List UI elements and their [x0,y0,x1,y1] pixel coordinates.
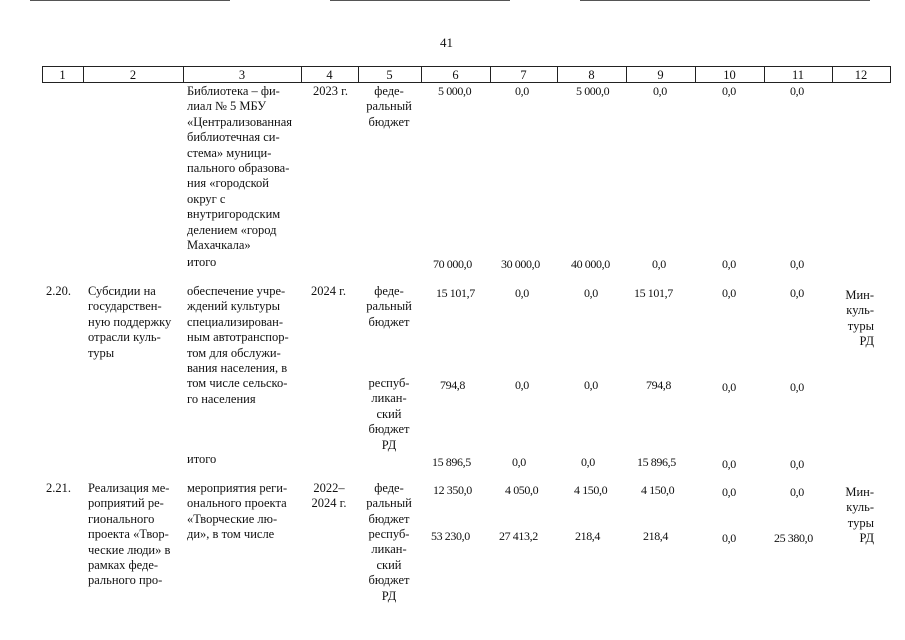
column-header-9: 9 [657,68,664,82]
scan-edge-rule [30,0,230,1]
executor-cell: Мин- куль- туры РД [845,485,874,546]
value-cell: 5 000,0 [438,84,472,98]
value-cell: 794,8 [440,378,466,392]
value-cell: 794,8 [646,378,672,392]
funding-source-cell: респуб- ликан- ский бюджет РД [368,376,410,452]
funding-source-cell: феде- ральный бюджет [366,284,412,329]
value-cell: 12 350,0 [433,483,472,497]
scan-edge-rule [580,0,870,1]
executor-cell: Мин- куль- туры РД [845,288,874,349]
value-cell: 4 150,0 [641,483,675,497]
item-number: 2.21. [46,481,71,495]
value-cell: 0,0 [790,380,804,394]
value-cell: 0,0 [790,84,804,98]
value-cell: 15 896,5 [432,455,471,469]
value-cell: 0,0 [584,286,598,300]
year-cell: 2023 г. [313,84,348,98]
object-cell: обеспечение учре- ждений культуры специализирован- ным автотранспор- том для обслужи- вания населения, в том числе сельско- го населения [187,284,289,406]
column-header-7: 7 [520,68,527,82]
object-cell: Библиотека – фи- лиал № 5 МБУ «Централизованная библиотечная си- стема» муници- пального образова- ния «городской округ с внутригородским делением «город Махачкала» [187,84,293,253]
column-header-2: 2 [129,68,137,82]
value-cell: 15 101,7 [634,286,673,300]
value-cell: 0,0 [722,286,736,300]
value-cell: 15 896,5 [637,455,676,469]
value-cell: 0,0 [790,485,804,499]
value-cell: 0,0 [515,378,529,392]
item-number: 2.20. [46,284,71,298]
value-cell: 0,0 [581,455,595,469]
funding-source-cell: респуб- ликан- ский бюджет РД [368,527,410,603]
page-number: 41 [440,35,453,50]
value-cell: 0,0 [722,380,736,394]
column-divider [890,66,891,83]
value-cell: 30 000,0 [501,257,540,271]
column-header-11: 11 [791,68,805,82]
value-cell: 4 050,0 [505,483,539,497]
value-cell: 0,0 [722,457,736,471]
header-bottom-border [42,82,890,83]
value-cell: 53 230,0 [431,529,470,543]
value-cell: 15 101,7 [436,286,475,300]
value-cell: 40 000,0 [571,257,610,271]
value-cell: 218,4 [575,529,601,543]
table-top-border [42,66,890,67]
value-cell: 4 150,0 [574,483,608,497]
value-cell: 0,0 [653,84,667,98]
value-cell: 0,0 [584,378,598,392]
value-cell: 0,0 [722,84,736,98]
column-header-12: 12 [854,68,868,82]
funding-source-cell: феде- ральный бюджет [366,84,412,129]
value-cell: 25 380,0 [774,531,813,545]
total-label: итого [187,452,217,466]
item-name-cell: Реализация ме- роприятий ре- гионального проекта «Твор- ческие люди» в рамках феде- рального про- [88,481,171,588]
value-cell: 70 000,0 [433,257,472,271]
value-cell: 0,0 [790,286,804,300]
column-header-1: 1 [59,68,66,82]
value-cell: 27 413,2 [499,529,538,543]
value-cell: 0,0 [722,485,736,499]
object-cell: мероприятия реги- онального проекта «Творческие лю- ди», в том числе [187,481,288,542]
total-label: итого [187,255,217,269]
column-header-8: 8 [588,68,595,82]
column-header-3: 3 [238,68,246,82]
column-header-4: 4 [326,68,333,82]
value-cell: 0,0 [790,257,804,271]
year-cell: 2022– 2024 г. [311,481,347,511]
value-cell: 0,0 [722,257,736,271]
value-cell: 0,0 [512,455,526,469]
value-cell: 0,0 [652,257,666,271]
column-header-10: 10 [723,68,736,82]
value-cell: 0,0 [722,531,736,545]
value-cell: 218,4 [643,529,669,543]
column-header-6: 6 [452,68,459,82]
year-cell: 2024 г. [311,284,346,298]
value-cell: 0,0 [515,286,529,300]
scan-edge-rule [330,0,510,1]
item-name-cell: Субсидии на государствен- ную поддержку отрасли куль- туры [88,284,172,360]
value-cell: 5 000,0 [576,84,610,98]
value-cell: 0,0 [790,457,804,471]
value-cell: 0,0 [515,84,529,98]
column-header-5: 5 [386,68,393,82]
funding-source-cell: феде- ральный бюджет [366,481,412,526]
